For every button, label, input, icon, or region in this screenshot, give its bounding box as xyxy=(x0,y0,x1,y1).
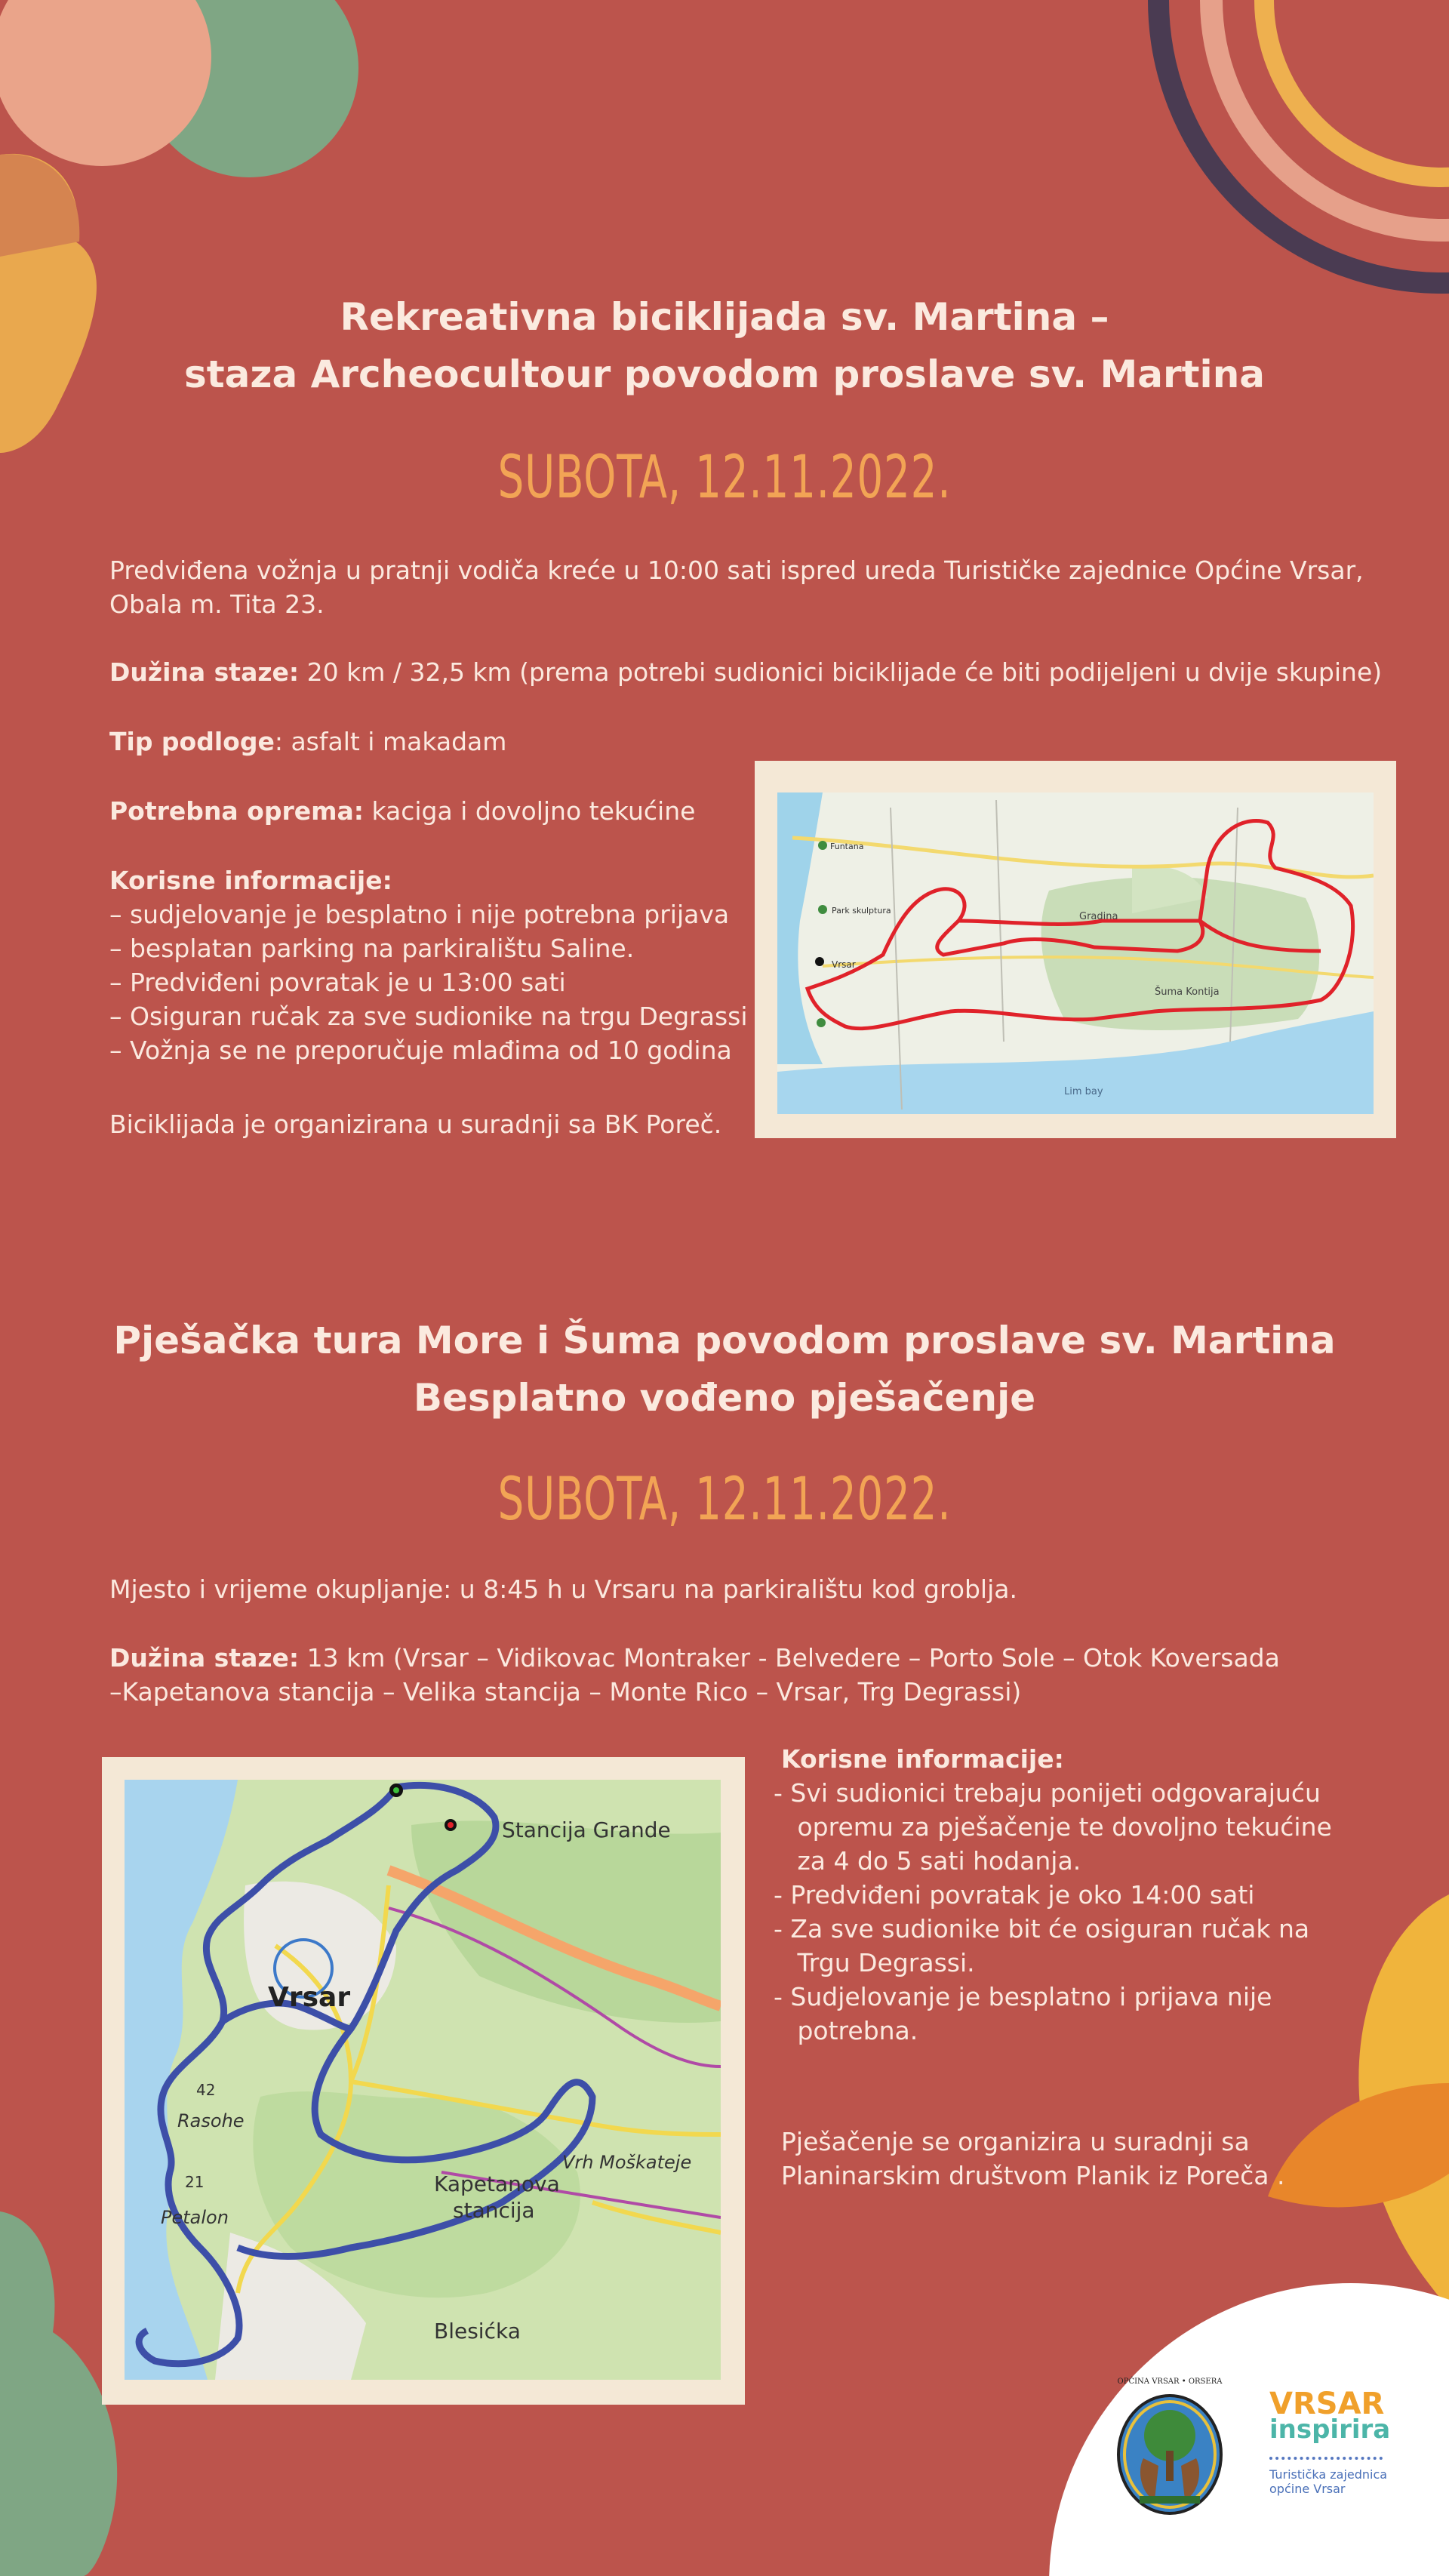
event2-organizer-line2: Planinarskim društvom Planik iz Poreča . xyxy=(781,2161,1285,2190)
municipality-logo xyxy=(1102,2377,1238,2528)
event1-info-item: – Predviđeni povratak je u 13:00 sati xyxy=(109,968,566,997)
map1-label-park: Park skulptura xyxy=(832,906,891,916)
event2-organizer-line1: Pješačenje se organizira u suradnji sa xyxy=(781,2127,1250,2156)
map2-label-vrsar: Vrsar xyxy=(268,1982,351,2013)
decor-top-right-rings xyxy=(1109,0,1449,325)
tourism-sub2: općine Vrsar xyxy=(1269,2482,1346,2496)
map2-label-stancija: Stancija Grande xyxy=(502,1817,671,1842)
map2-label-rasohe: Rasohe xyxy=(177,2110,245,2131)
map2-label-42: 42 xyxy=(196,2081,216,2099)
event2-info-line: - Predviđeni povratak je oko 14:00 sati xyxy=(774,1880,1255,1910)
event1-info-item: – Vožnja se ne preporučuje mlađima od 10 godina xyxy=(109,1036,732,1065)
map2-label-moskateje: Vrh Moškateje xyxy=(562,2152,692,2173)
tourism-logo xyxy=(1269,2389,1420,2496)
tourism-sub1: Turistička zajednica xyxy=(1269,2467,1388,2482)
event1-surface-value: : asfalt i makadam xyxy=(274,727,507,756)
event2-info-line: opremu za pješačenje te dovoljno tekućine xyxy=(774,1812,1332,1842)
municipality-name: OPĆINA VRSAR • ORSERA xyxy=(1117,2377,1223,2386)
tourism-brand-bottom: inspirira xyxy=(1269,2414,1391,2445)
event1-date: SUBOTA, 12.11.2022. xyxy=(497,444,952,512)
decor-top-left xyxy=(0,0,392,483)
event2-meeting: Mjesto i vrijeme okupljanje: u 8:45 h u Vrsaru na parkiralištu kod groblja. xyxy=(109,1574,1017,1604)
event1-intro-line2: Obala m. Tita 23. xyxy=(109,589,325,619)
event1-length-value: 20 km / 32,5 km (prema potrebi sudionici biciklijade će biti podijeljeni u dvije skupine) xyxy=(299,657,1383,687)
event2-info-line: za 4 do 5 sati hodanja. xyxy=(774,1846,1081,1876)
event1-info-item: – sudjelovanje je besplatno i nije potrebna prijava xyxy=(109,900,730,929)
event1-equipment xyxy=(109,794,789,828)
event1-title-line2: staza Archeocultour povodom proslave sv. Martina xyxy=(183,352,1266,396)
map1-label-gradina: Gradina xyxy=(1079,911,1118,922)
event2-length-value: 13 km (Vrsar – Vidikovac Montraker - Belvedere – Porto Sole – Otok Koversada xyxy=(299,1643,1280,1673)
event2-length-line2: –Kapetanova stancija – Velika stancija – Monte Rico – Vrsar, Trg Degrassi) xyxy=(109,1677,1022,1707)
tourism-divider xyxy=(1269,2457,1383,2460)
event2-info xyxy=(774,1742,1423,2048)
event1-intro-line1: Predviđena vožnja u pratnji vodiča kreće u 10:00 sati ispred ureda Turističke zajednice Općine Vrsar, xyxy=(109,556,1364,585)
map1-label-suma: Šuma Kontija xyxy=(1155,986,1220,998)
event2-info-line: - Svi sudionici trebaju ponijeti odgovarajuću xyxy=(774,1778,1321,1808)
map2-label-kapetanova2: stancija xyxy=(453,2198,535,2223)
map1-label-funtana: Funtana xyxy=(830,842,864,851)
event1-organizer: Biciklijada je organizirana u suradnji sa BK Poreč. xyxy=(109,1109,722,1139)
map2-label-kapetanova1: Kapetanova xyxy=(434,2171,560,2196)
event1-map-image xyxy=(777,792,1374,1114)
event1-length xyxy=(109,655,1438,689)
event2-title-line2: Besplatno vođeno pješačenje xyxy=(413,1376,1036,1420)
event2-length-label: Dužina staze: xyxy=(109,1643,300,1673)
municipality-crest-icon xyxy=(1113,2390,1226,2519)
event2-info-line: - Sudjelovanje je besplatno i prijava nije xyxy=(774,1982,1272,2011)
map2-label-petalon: Petalon xyxy=(161,2207,229,2228)
event2-organizer xyxy=(781,2125,1430,2193)
event1-equipment-value: kaciga i dovoljno tekućine xyxy=(363,796,696,826)
event1-intro xyxy=(109,553,1392,621)
event1-info xyxy=(109,863,774,1067)
event1-info-item: – Osiguran ručak za sve sudionike na trgu Degrassi xyxy=(109,1002,748,1031)
event1-title-line1: Rekreativna biciklijada sv. Martina – xyxy=(340,295,1109,339)
event1-info-label: Korisne informacije: xyxy=(109,866,392,895)
map2-label-blesicka: Blesićka xyxy=(434,2319,521,2344)
event2-length xyxy=(109,1641,1423,1709)
map2-label-21: 21 xyxy=(185,2173,205,2191)
event1-length-label: Dužina staze: xyxy=(109,657,300,687)
event2-route-map xyxy=(102,1757,745,2405)
event2-info-label: Korisne informacije: xyxy=(781,1744,1064,1774)
event1-route-map xyxy=(755,761,1396,1138)
event2-title xyxy=(0,1312,1449,1426)
event1-equipment-label: Potrebna oprema: xyxy=(109,796,364,826)
event2-map-image xyxy=(125,1780,721,2380)
event1-title xyxy=(0,288,1449,403)
event1-surface xyxy=(109,725,789,759)
event2-info-line: Trgu Degrassi. xyxy=(774,1948,975,1977)
event1-info-item: – besplatan parking na parkiralištu Saline. xyxy=(109,934,635,963)
event2-date: SUBOTA, 12.11.2022. xyxy=(497,1466,952,1534)
event2-info-line: potrebna. xyxy=(774,2016,918,2045)
event1-surface-label: Tip podloge xyxy=(109,727,275,756)
event2-title-line1: Pješačka tura More i Šuma povodom proslave sv. Martina xyxy=(113,1319,1336,1362)
event2-info-line: - Za sve sudionike bit će osiguran ručak na xyxy=(774,1914,1310,1944)
map1-label-lim: Lim bay xyxy=(1064,1086,1103,1097)
tourism-brand-top: VRSAR xyxy=(1269,2387,1385,2421)
map1-label-vrsar: Vrsar xyxy=(832,959,856,970)
